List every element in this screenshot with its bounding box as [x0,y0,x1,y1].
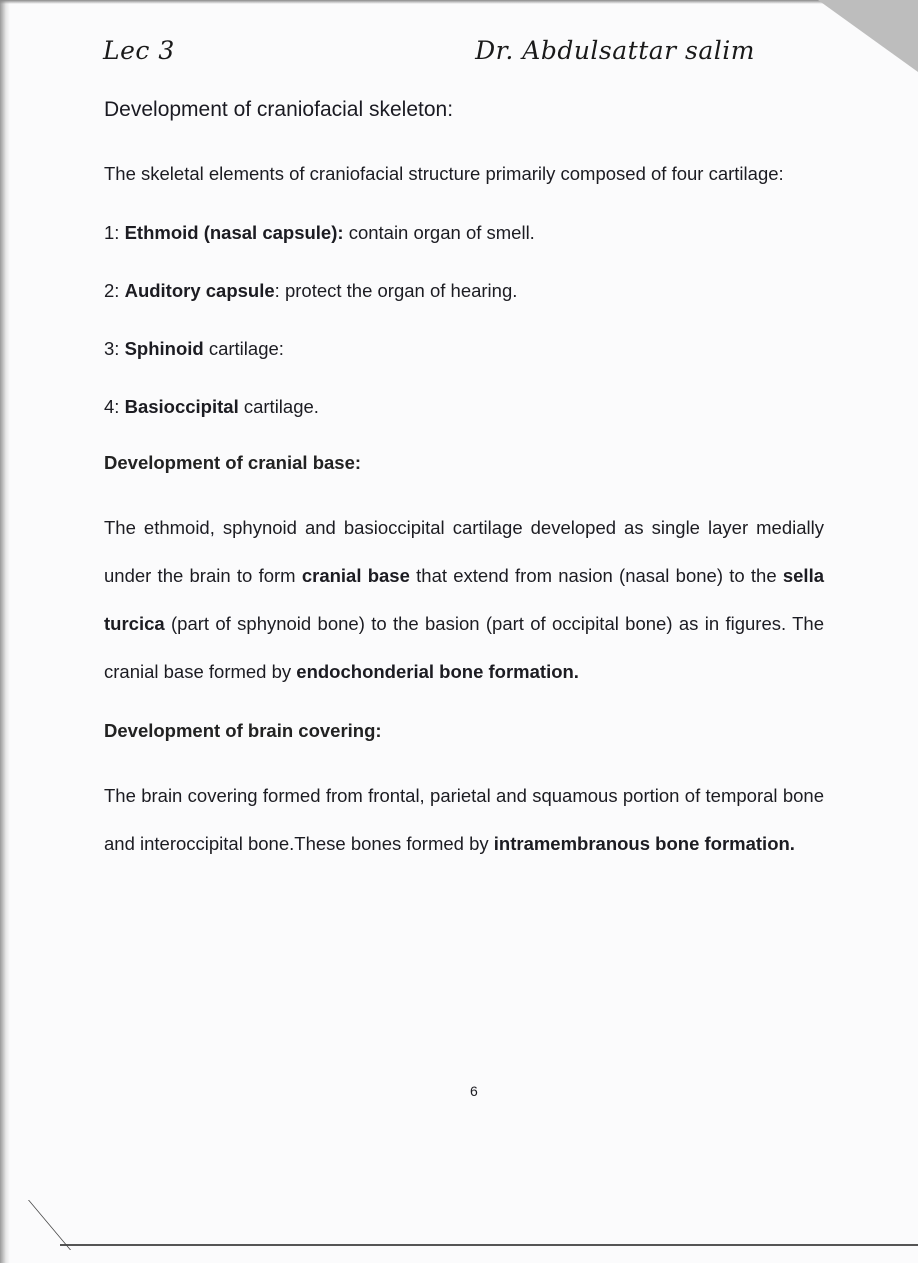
item-name: Sphinoid [124,338,204,359]
item-desc: : protect the organ of hearing. [274,280,518,301]
term-intramembranous: intramembranous bone formation. [493,833,795,854]
scan-edge-top [0,0,918,4]
item-number: 2: [104,280,120,301]
list-item [104,280,824,302]
list-item [104,222,824,244]
author-name: Dr. Abdulsattar salim [475,36,755,65]
item-desc: contain organ of smell. [348,222,535,243]
page-number: 6 [470,1083,478,1099]
text-segment: The ethmoid, sphynoid and basioccipital cartilage developed as single layer medially under the brain to form [104,517,824,586]
text-segment: (part of sphynoid bone) to the basion (part of occipital bone) as in figures. The cranial base formed by [104,613,824,682]
item-number: 3: [104,338,120,359]
bottom-page-edge [60,1244,918,1246]
page-title: Development of craniofacial skeleton: [104,98,454,121]
bottom-fold [0,1200,71,1250]
item-name: Basioccipital [124,396,239,417]
item-name: Auditory capsule [124,280,275,301]
term-endochondral: endochonderial bone formation. [296,661,579,682]
text-segment: that extend from nasion (nasal bone) to the [416,565,777,586]
term-cranial-base: cranial base [301,565,410,586]
cartilage-list [104,222,824,418]
list-item [104,396,824,418]
item-number: 4: [104,396,120,417]
cranial-base-heading: Development of cranial base: [104,452,362,473]
text-segment: The brain covering formed from frontal, parietal and squamous portion of temporal bone and interoccipital bone.These bones formed by [104,785,824,854]
item-name: Ethmoid (nasal capsule): [124,222,344,243]
term-sella-turcica: sella turcica [104,565,825,634]
intro-paragraph: The skeletal elements of craniofacial structure primarily composed of four cartilage: [104,163,784,184]
item-number: 1: [104,222,120,243]
brain-covering-paragraph [104,772,824,868]
lecture-label: Lec 3 [103,36,175,65]
list-item [104,338,824,360]
item-desc: cartilage: [208,338,284,359]
item-desc: cartilage. [243,396,319,417]
scan-edge-left [0,0,10,1263]
corner-fold [818,0,918,72]
cranial-base-paragraph [104,504,824,696]
brain-covering-heading: Development of brain covering: [104,720,382,741]
document-body [104,98,824,868]
